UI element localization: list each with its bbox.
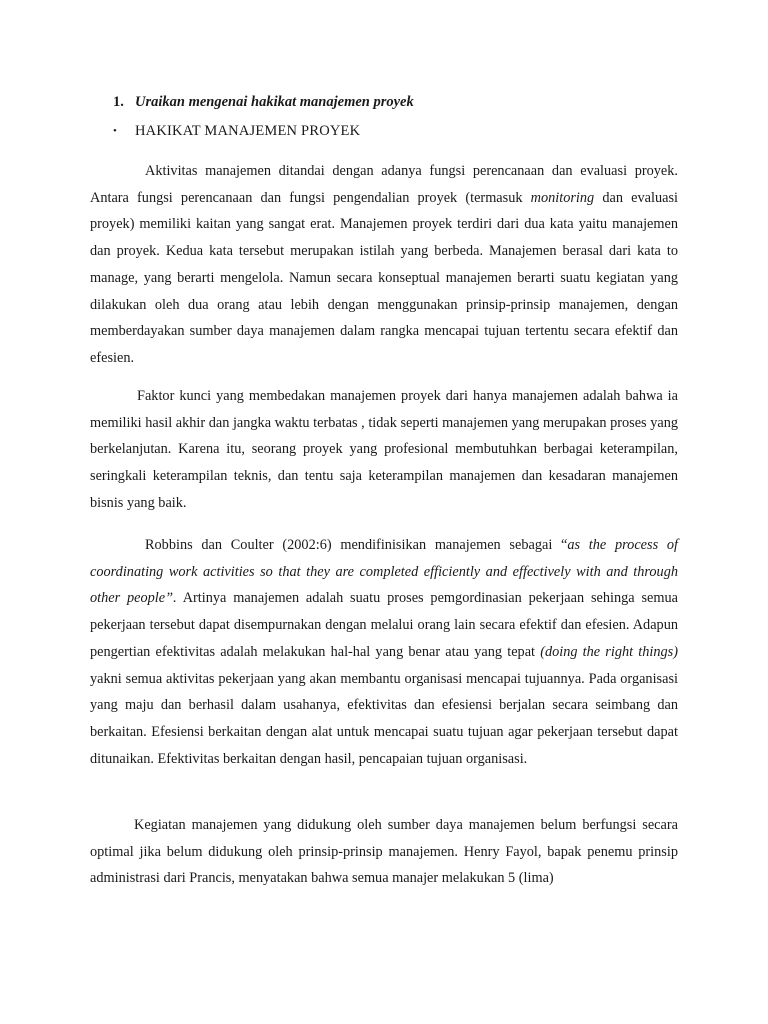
numbered-heading	[113, 92, 414, 112]
bullet-icon: •	[113, 125, 118, 137]
paragraph-3-text-a: Robbins dan Coulter (2002:6) mendifinisikan manajemen sebagai “	[145, 537, 568, 553]
heading-text: Uraikan mengenai hakikat manajemen proyek	[135, 94, 414, 110]
paragraph-1	[90, 158, 678, 372]
paragraph-3-italic-quote: as the process of coordinating work activities so that they are completed efficiently and effectively with and through other people”.	[90, 537, 678, 607]
paragraph-1-text-b: dan evaluasi proyek) memiliki kaitan yang sangat erat. Manajemen proyek terdiri dari dua kata yaitu manajemen dan proyek. Kedua kata tersebut merupakan istilah yang berbeda. Manajemen berasal dari kata to manage, yang berarti mengelola. Namun secara konseptual manajemen berarti suatu kegiatan yang dilakukan oleh dua orang atau lebih dengan menggunakan prinsip-prinsip manajemen, dengan memberdayakan sumber daya manajemen dalam rangka mencapai tujuan tertentu secara efektif dan efesien.	[90, 189, 678, 366]
paragraph-3	[90, 532, 678, 772]
bulleted-subheading	[113, 121, 360, 142]
subheading-text: HAKIKAT MANAJEMEN PROYEK	[135, 123, 361, 139]
paragraph-3-text-c: yakni semua aktivitas pekerjaan yang akan membantu organisasi mencapai tujuannya. Pada organisasi yang maju dan berhasil dalam usahanya, efektivitas dan efesiensi berjalan secara seimbang dan berkaitan. Efesiensi berkaitan dengan alat untuk mencapai suatu tujuan agar pekerjaan tersebut dapat ditunaikan. Efektivitas berkaitan dengan hasil, pencapaian tujuan organisasi.	[90, 670, 678, 767]
paragraph-3-italic-term: (doing the right things)	[540, 643, 678, 660]
paragraph-3-text-b: Artinya manajemen adalah suatu proses pemgordinasian pekerjaan sehinga semua pekerjaan tersebut dapat disempurnakan dengan melalui orang lain secara efektif dan efesien. Adapun pengertian efektivitas adalah melakukan hal-hal yang benar atau yang tepat	[90, 590, 678, 660]
paragraph-4	[90, 812, 678, 892]
paragraph-2-text: Faktor kunci yang membedakan manajemen proyek dari hanya manajemen adalah bahwa ia memiliki hasil akhir dan jangka waktu terbatas , tidak seperti manajemen yang merupakan proses yang berkelanjutan. Karena itu, seorang proyek yang profesional membutuhkan berbagai keterampilan, seringkali keterampilan teknis, dan tentu saja keterampilan manajemen dan kesadaran manajemen bisnis yang baik.	[90, 388, 678, 511]
paragraph-4-text: Kegiatan manajemen yang didukung oleh sumber daya manajemen belum berfungsi secara optimal jika belum didukung oleh prinsip-prinsip manajemen. Henry Fayol, bapak penemu prinsip administrasi dari Prancis, menyatakan bahwa semua manajer melakukan 5 (lima)	[90, 817, 678, 887]
paragraph-1-italic: monitoring	[530, 189, 595, 206]
paragraph-2	[90, 383, 678, 517]
heading-number: 1.	[113, 94, 124, 110]
paragraph-1-text-a: Aktivitas manajemen ditandai dengan adanya fungsi perencanaan dan evaluasi proyek. Antara fungsi perencanaan dan fungsi pengendalian proyek (termasuk	[90, 163, 678, 206]
